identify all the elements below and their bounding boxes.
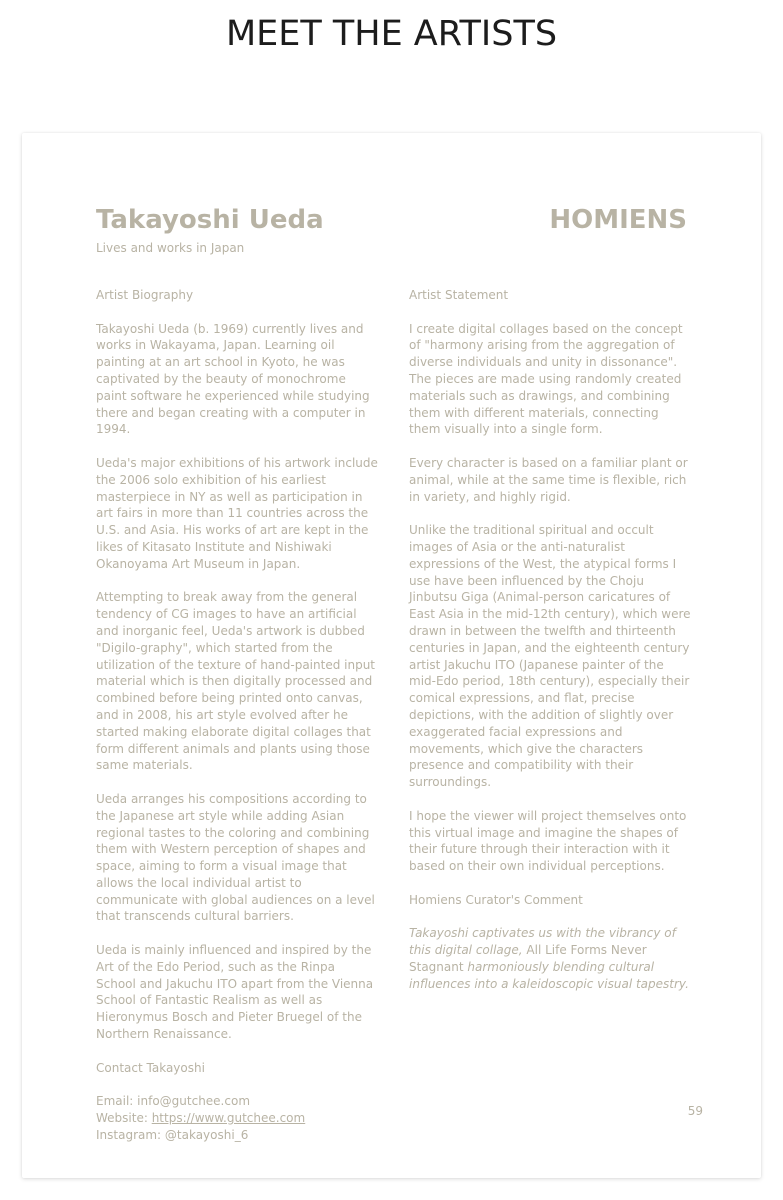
contact-website-line — [96, 1110, 378, 1127]
page-number: 59 — [687, 1104, 703, 1118]
curator-comment — [409, 925, 693, 992]
contact-email-line — [96, 1093, 378, 1110]
curator-label: Homiens Curator's Comment — [409, 892, 583, 907]
contact-label: Contact Takayoshi — [96, 1060, 205, 1075]
contact-website-prefix: Website: — [96, 1111, 152, 1126]
biography-paragraph: Attempting to break away from the general tendency of CG images to have an artificial and inorganic feel, Ueda's artwork is dubbed "Digilo-graphy", which started from the utilization of the texture of hand-painted input material which is then digitally processed and combined before being printed onto canvas, and in 2008, his art style evolved after he started making elaborate digital collages that form different animals and plants using those same materials. — [96, 590, 375, 773]
contact-instagram-line — [96, 1127, 378, 1144]
statement-paragraph: Every character is based on a familiar plant or animal, while at the same time is flexible, rich in variety, and highly rigid. — [409, 455, 688, 504]
artist-name: Takayoshi Ueda — [96, 205, 324, 235]
biography-paragraph: Takayoshi Ueda (b. 1969) currently lives and works in Wakayama, Japan. Learning oil painting at an art school in Kyoto, he was captivated by the beauty of monochrome paint software he experienced while studying there and began creating with a computer in 1994. — [96, 321, 370, 437]
biography-column — [96, 287, 378, 1144]
biography-paragraph: Ueda arranges his compositions according to the Japanese art style while adding Asian regional tastes to the coloring and combining them with Western perception of shapes and space, aiming to form a visual image that allows the local individual artist to communicate with global audiences on a level that transcends cultural barriers. — [96, 791, 375, 924]
biography-paragraph: Ueda's major exhibitions of his artwork include the 2006 solo exhibition of his earliest masterpiece in NY as well as participation in art fairs in more than 11 countries across the U.S. and Asia. His works of art are kept in the likes of Kitasato Institute and Nishiwaki Okanoyama Art Museum in Japan. — [96, 455, 378, 571]
website-link[interactable]: https://www.gutchee.com — [151, 1111, 306, 1126]
statement-label: Artist Statement — [409, 288, 509, 302]
artist-location: Lives and works in Japan — [96, 241, 245, 255]
artwork-title: All Life Forms Never Stagnant — [409, 943, 647, 974]
contact-email[interactable]: info@gutchee.com — [137, 1094, 251, 1109]
contact-block — [96, 1093, 378, 1143]
contact-email-prefix: Email: — [96, 1094, 138, 1109]
curator-comment-part2: harmoniously blending cultural influences into a kaleidoscopic visual tapestry. — [409, 959, 689, 991]
brand-name: HOMIENS — [549, 205, 687, 235]
contact-instagram-prefix: Instagram: — [96, 1127, 165, 1142]
statement-paragraph: I hope the viewer will project themselves onto this virtual image and imagine the shapes of their future through their interaction with it based on their own individual perceptions. — [409, 808, 687, 874]
biography-label: Artist Biography — [96, 288, 194, 302]
statement-column — [409, 287, 693, 1009]
statement-paragraph: I create digital collages based on the concept of "harmony arising from the aggregation of diverse individuals and unity in dissonance". The pieces are made using randomly created materials such as drawings, and combining them with different materials, connecting them visually into a single form. — [409, 321, 683, 437]
biography-paragraph: Ueda is mainly influenced and inspired by the Art of the Edo Period, such as the Rinpa School and Jakuchu ITO apart from the Vienna School of Fantastic Realism as well as Hieronymus Bosch and Pieter Bruegel of the Northern Renaissance. — [96, 943, 374, 1042]
statement-paragraph: Unlike the traditional spiritual and occult images of Asia or the anti-naturalist expressions of the West, the atypical forms I use have been influenced by the Choju Jinbutsu Giga (Animal-person caricatures of East Asia in the mid-12th century), which were drawn in between the twelfth and thirteenth centuries in Japan, and the eighteenth century artist Jakuchu ITO (Japanese painter of the mid-Edo period, 18th century), especially their comical expressions, and flat, precise depictions, with the addition of slightly over exaggerated facial expressions and movements, which give the characters presence and compatibility with their surroundings. — [409, 523, 691, 790]
artist-card — [22, 133, 761, 1178]
page-heading: MEET THE ARTISTS — [225, 14, 558, 54]
contact-instagram: @takayoshi_6 — [164, 1127, 249, 1142]
curator-comment-part1: Takayoshi captivates us with the vibrancy of this digital collage, — [409, 926, 676, 958]
